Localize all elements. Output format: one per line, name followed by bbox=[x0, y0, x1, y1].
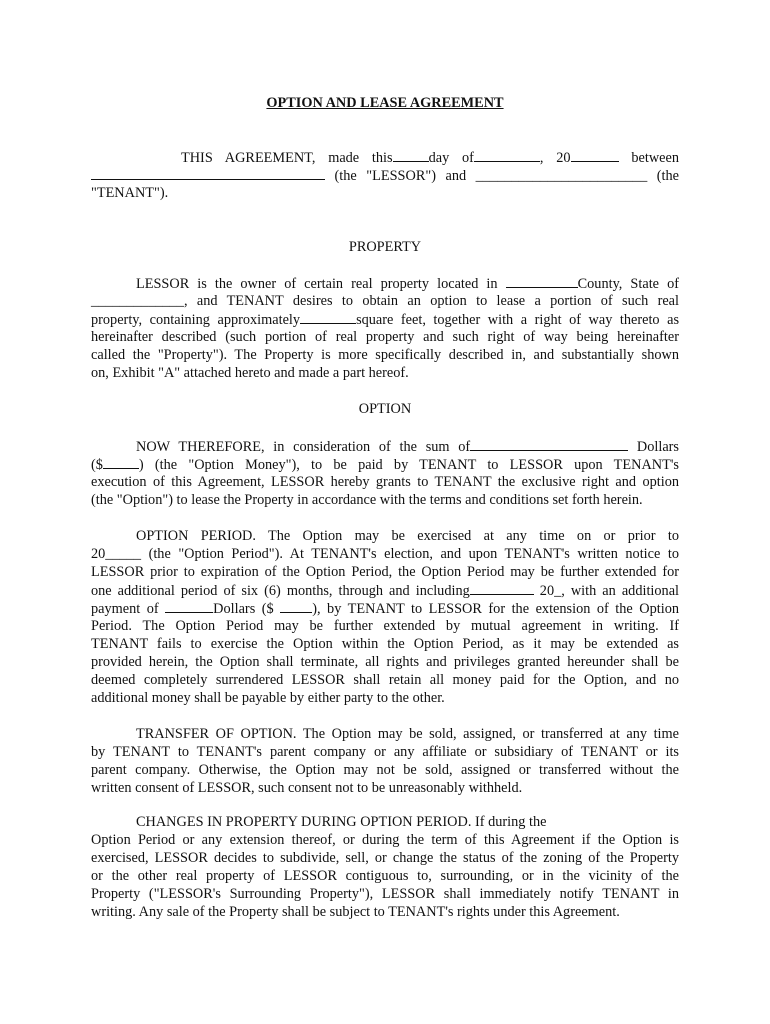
intro-line-1 bbox=[181, 148, 679, 167]
year-blank bbox=[571, 148, 619, 162]
day-blank bbox=[393, 148, 429, 162]
option-line-2 bbox=[91, 455, 679, 474]
changes-line-2: Option Period or any extension thereof, or during the term of this Agreement if the Option is bbox=[91, 832, 679, 848]
option-period-line-9: deemed completely surrendered LESSOR shall retain all money paid for the Option, and no bbox=[91, 672, 679, 688]
changes-line-6: writing. Any sale of the Property shall be subject to TENANT's rights under this Agreement. bbox=[91, 904, 620, 920]
property-line-2 bbox=[91, 292, 679, 310]
option-period-text: 20_, with an additional bbox=[539, 583, 680, 599]
extension-amount-blank bbox=[280, 599, 312, 613]
month-blank bbox=[474, 148, 540, 162]
transfer-line-2: by TENANT to TENANT's parent company or any affiliate or subsidiary of TENANT or its bbox=[91, 744, 679, 760]
property-line-1 bbox=[136, 274, 679, 293]
option-period-line-3: LESSOR prior to expiration of the Option Period, the Option Period may be further extended for bbox=[91, 564, 679, 580]
property-line-4: hereinafter described (such portion of real property and such right of way being hereinafter bbox=[91, 329, 679, 345]
transfer-line-4: written consent of LESSOR, such consent not to be unreasonably withheld. bbox=[91, 780, 523, 796]
document-title: OPTION AND LEASE AGREEMENT bbox=[266, 95, 504, 111]
property-line-6: on, Exhibit "A" attached hereto and made a part hereof. bbox=[91, 365, 409, 381]
intro-text: between bbox=[631, 150, 679, 166]
option-period-text: Dollars ($ bbox=[213, 601, 274, 617]
option-line-4: (the "Option") to lease the Property in accordance with the terms and conditions set forth herein. bbox=[91, 492, 643, 508]
option-period-text: payment of bbox=[91, 601, 159, 617]
tenant-name-blank: ________________________ bbox=[475, 168, 648, 184]
option-text: Dollars bbox=[636, 439, 679, 455]
state-blank: _____________ bbox=[91, 293, 184, 309]
option-period-line-8: provided herein, the Option shall terminate, all rights and privileges granted hereunder shall be bbox=[91, 654, 679, 670]
property-heading: PROPERTY bbox=[348, 239, 422, 255]
lessor-name-blank bbox=[91, 166, 325, 180]
option-text: ) (the "Option Money"), to be paid by TENANT to LESSOR upon TENANT's bbox=[138, 457, 679, 473]
county-blank bbox=[506, 274, 578, 288]
changes-line-4: or the other real property of LESSOR contiguous to, surrounding, or in the vicinity of the bbox=[91, 868, 679, 884]
property-text: , and TENANT desires to obtain an option to lease a portion of such real bbox=[183, 293, 679, 309]
property-line-3 bbox=[91, 310, 679, 329]
option-text: ($ bbox=[91, 457, 103, 473]
option-text: NOW THEREFORE, in consideration of the sum of bbox=[136, 439, 471, 455]
sum-amount-blank bbox=[103, 455, 139, 469]
intro-text: THIS AGREEMENT, made this bbox=[181, 150, 393, 166]
changes-line-1: CHANGES IN PROPERTY DURING OPTION PERIOD. If during the bbox=[136, 814, 547, 830]
transfer-line-1: TRANSFER OF OPTION. The Option may be sold, assigned, or transferred at any time bbox=[136, 726, 679, 742]
changes-line-5: Property ("LESSOR's Surrounding Property"), LESSOR shall immediately notify TENANT in bbox=[91, 886, 679, 902]
intro-line-2 bbox=[91, 166, 679, 185]
option-period-line-1: OPTION PERIOD. The Option may be exercised at any time on or prior to bbox=[136, 528, 679, 544]
option-heading: OPTION bbox=[358, 401, 412, 417]
intro-text: day of bbox=[428, 150, 474, 166]
extension-date-blank bbox=[470, 581, 534, 595]
extension-words-blank bbox=[165, 599, 213, 613]
property-text: LESSOR is the owner of certain real property located in bbox=[136, 276, 498, 292]
option-period-line-5 bbox=[91, 599, 679, 618]
intro-text: , 20 bbox=[539, 150, 571, 166]
option-period-line-6: Period. The Option Period may be further extended by mutual agreement in writing. If bbox=[91, 618, 679, 634]
option-line-1 bbox=[136, 437, 679, 456]
option-period-line-7: TENANT fails to exercise the Option within the Option Period, as it may be extended as bbox=[91, 636, 679, 652]
intro-text: (the bbox=[656, 168, 679, 184]
option-period-text: ), by TENANT to LESSOR for the extension of the Option bbox=[312, 601, 679, 617]
changes-line-3: exercised, LESSOR decides to subdivide, sell, or change the status of the zoning of the Property bbox=[91, 850, 679, 866]
sum-words-blank bbox=[470, 437, 628, 451]
option-line-3: execution of this Agreement, LESSOR hereby grants to TENANT the exclusive right and option bbox=[91, 474, 679, 490]
intro-text: (the "LESSOR") and bbox=[334, 168, 467, 184]
property-text: property, containing approximately bbox=[91, 312, 301, 328]
transfer-line-3: parent company. Otherwise, the Option may not be sold, assigned or transferred without the bbox=[91, 762, 679, 778]
option-period-line-10: additional money shall be payable by either party to the other. bbox=[91, 690, 445, 706]
option-period-text: one additional period of six (6) months, through and including bbox=[91, 583, 470, 599]
intro-line-3: "TENANT"). bbox=[91, 185, 169, 201]
option-period-line-4 bbox=[91, 581, 679, 600]
option-period-line-2: 20_____ (the "Option Period"). At TENANT's election, and upon TENANT's written notice to bbox=[91, 546, 679, 562]
square-feet-blank bbox=[300, 310, 356, 324]
property-line-5: called the "Property"). The Property is more specifically described in, and substantially shown bbox=[91, 347, 679, 363]
property-text: County, State of bbox=[577, 276, 679, 292]
property-text: square feet, together with a right of way thereto as bbox=[356, 312, 680, 328]
